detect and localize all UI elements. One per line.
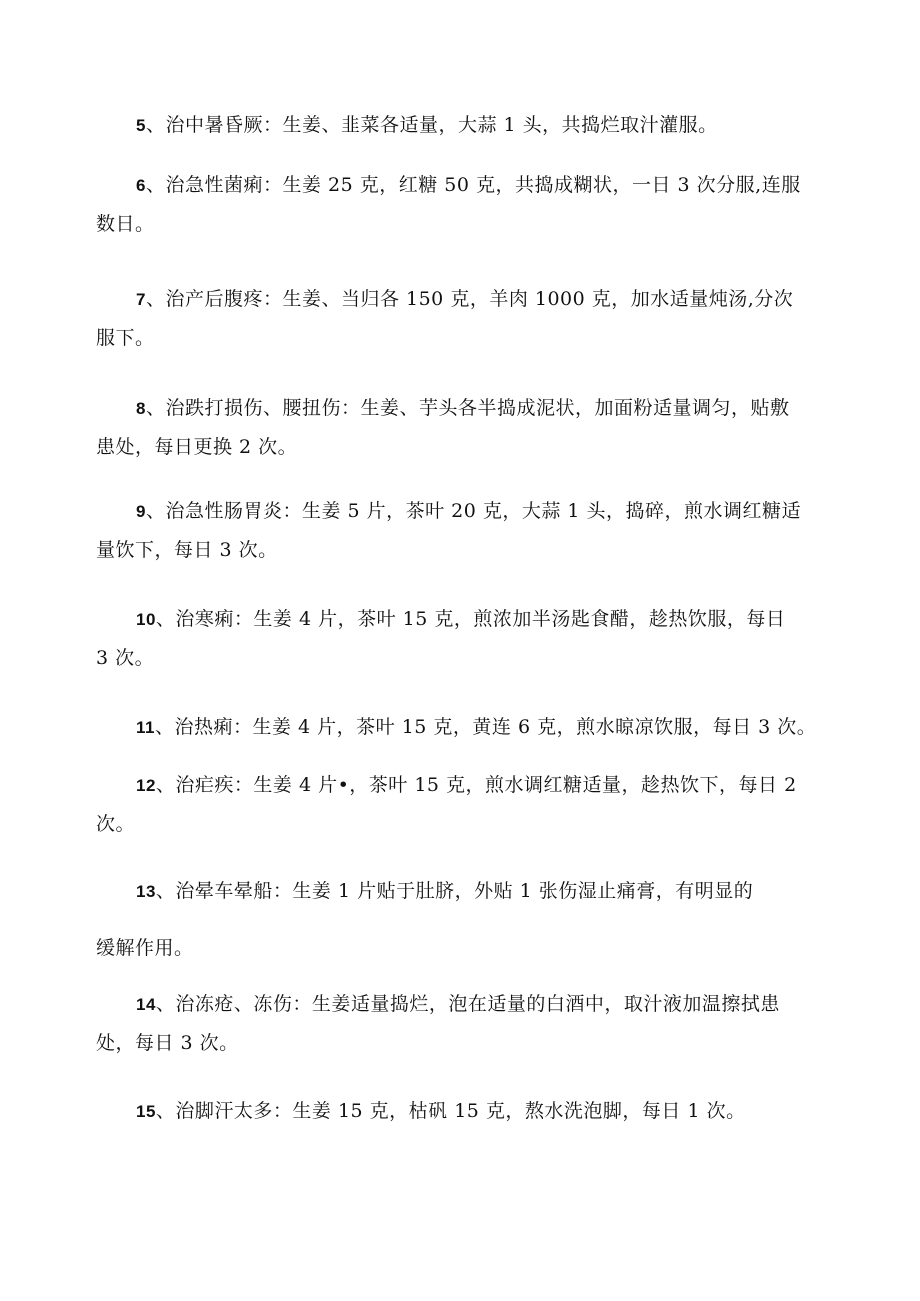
- remedy-number: 11: [136, 718, 155, 737]
- remedy-text: 、治冻疮、冻伤：生姜适量捣烂，泡在适量的白酒中，取汁液加温擦拭患: [155, 993, 780, 1015]
- remedy-number: 14: [136, 995, 156, 1014]
- remedy-first-line: [96, 280, 826, 319]
- remedy-number: 13: [136, 882, 156, 901]
- remedy-continuation: 数日。: [96, 213, 155, 235]
- remedy-text: 、治急性肠胃炎：生姜 5 片，茶叶 20 克，大蒜 1 头，捣碎，煎水调红糖适: [145, 500, 802, 522]
- remedy-first-line: [96, 492, 826, 531]
- remedy-text: 、治寒痢：生姜 4 片，茶叶 15 克，煎浓加半汤匙食醋，趁热饮服，每日: [155, 608, 786, 630]
- remedy-first-line: [96, 708, 826, 747]
- remedy-first-line: [96, 1092, 826, 1131]
- remedy-number: 15: [136, 1102, 156, 1121]
- remedy-item-8: [96, 389, 826, 466]
- remedy-number: 7: [136, 290, 146, 309]
- remedy-text: 、治产后腹疼：生姜、当归各 150 克，羊肉 1000 克，加水适量炖汤,分次: [145, 288, 794, 310]
- remedy-item-9: [96, 492, 826, 569]
- remedy-continuation: 服下。: [96, 327, 155, 349]
- remedy-first-line: [96, 166, 826, 205]
- remedy-item-14: [96, 985, 826, 1062]
- remedy-first-line: [96, 106, 826, 145]
- remedy-number: 9: [136, 502, 146, 521]
- remedy-first-line: [96, 389, 826, 428]
- remedy-item-13: [96, 872, 826, 967]
- remedy-number: 10: [136, 610, 156, 629]
- remedy-text: 、治中暑昏厥：生姜、韭菜各适量，大蒜 1 头，共捣烂取汁灌服。: [145, 114, 718, 136]
- remedy-text: 、治脚汗太多：生姜 15 克，枯矾 15 克，熬水洗泡脚，每日 1 次。: [155, 1100, 746, 1122]
- remedy-number: 5: [136, 116, 146, 135]
- remedy-item-5: [96, 106, 826, 145]
- remedy-continuation: 量饮下，每日 3 次。: [96, 539, 278, 561]
- remedy-item-10: [96, 600, 826, 677]
- remedy-text: 、治跌打损伤、腰扭伤：生姜、芋头各半捣成泥状，加面粉适量调匀，贴敷: [145, 397, 790, 419]
- remedy-continuation: 患处，每日更换 2 次。: [96, 436, 298, 458]
- remedy-first-line: [96, 766, 826, 805]
- remedy-continuation: 3 次。: [96, 647, 155, 669]
- remedy-continuation: 处，每日 3 次。: [96, 1032, 239, 1054]
- remedy-text: 、治热痢：生姜 4 片，茶叶 15 克，黄连 6 克，煎水晾凉饮服，每日 3 次。: [154, 716, 817, 738]
- remedy-first-line: [96, 600, 826, 639]
- remedy-continuation: 缓解作用。: [96, 937, 194, 959]
- remedy-item-6: [96, 166, 826, 243]
- remedy-text: 、治急性菌痢：生姜 25 克，红糖 50 克，共捣成糊状，一日 3 次分服,连服: [145, 174, 801, 196]
- remedy-continuation: 次。: [96, 813, 136, 835]
- remedy-number: 12: [136, 776, 156, 795]
- remedy-number: 8: [136, 399, 146, 418]
- remedy-item-11: [96, 708, 826, 747]
- remedy-first-line: [96, 985, 826, 1024]
- remedy-text: 、治疟疾：生姜 4 片•，茶叶 15 克，煎水调红糖适量，趁热饮下，每日 2: [155, 774, 797, 796]
- remedy-item-12: [96, 766, 826, 843]
- remedy-item-7: [96, 280, 826, 357]
- remedy-first-line: [96, 872, 826, 911]
- remedy-item-15: [96, 1092, 826, 1131]
- remedy-number: 6: [136, 176, 146, 195]
- remedy-text: 、治晕车晕船：生姜 1 片贴于肚脐，外贴 1 张伤湿止痛膏，有明显的: [155, 880, 754, 902]
